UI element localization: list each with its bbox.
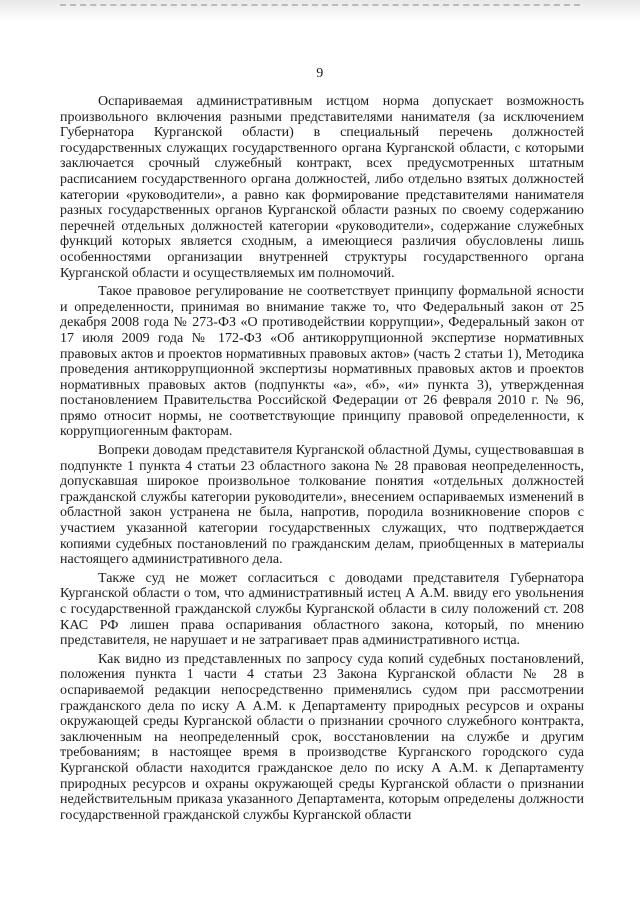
paragraph-2: Такое правовое регулирование не соответствует принципу формальной ясности и определенности, принимая во внимание также то, что Федеральный закон от 25 декабря 2008 года № 273-ФЗ «О противодействии коррупции», Федеральный закон от 17 июля 2009 года № 172-ФЗ «Об антикоррупционной экспертизе нормативных правовых актов и проектов нормативных правовых актов» (часть 2 статьи 1), Методика проведения антикоррупционной экспертизы нормативных правовых актов и проектов нормативных правовых актов (подпункты «а», «б», «и» пункта 3), утвержденная постановлением Правительства Российской Федерации от 26 февраля 2010 г. № 96, прямо относит нормы, не соответствующие принципу правовой определенности, к коррупциогенным факторам.	[60, 284, 584, 440]
paragraph-3: Вопреки доводам представителя Курганской областной Думы, существовавшая в подпункте 1 пункта 4 статьи 23 областного закона № 28 правовая неопределенность, допускавшая широкое произвольное толкование понятия «отдельных должностей гражданской службы категории руководители», внесением оспариваемых изменений в областной закон устранена не была, напротив, породила возникновение споров с участием указанной категории государственных служащих, что подтверждается копиями судебных постановлений по гражданским делам, приобщенных в материалы настоящего административного дела.	[60, 443, 584, 568]
paragraph-1: Оспариваемая административным истцом норма допускает возможность произвольного включения разными представителями нанимателя (за исключением Губернатора Курганской области) в специальный перечень должностей государственных служащих государственного органа Курганской области, с которыми заключается срочный служебный контракт, всех предусмотренных штатным расписанием государственного органа должностей, либо отдельно взятых должностей категории «руководители», а равно как формирование представителями нанимателя разных государственных органов Курганской области разных по своему содержанию перечней отдельных должностей категории «руководители», содержание служебных функций которых является сходным, а имеющиеся различия обусловлены лишь особенностями организации внутренней структуры государственного органа Курганской области и осуществляемых им полномочий.	[60, 94, 584, 281]
document-body	[60, 94, 584, 826]
paragraph-5: Как видно из представленных по запросу суда копий судебных постановлений, положения пункта 1 части 4 статьи 23 Закона Курганской области № 28 в оспариваемой редакции непосредственно применялись судом при рассмотрении гражданского дела по иску А А.М. к Департаменту природных ресурсов и охраны окружающей среды Курганской области о признании срочного служебного контракта, заключенным на неопределенный срок, восстановлении на службе и другим требованиям; в настоящее время в производстве Курганского городского суда Курганской области находится гражданское дело по иску А А.М. к Департаменту природных ресурсов и охраны окружающей среды Курганской области о признании недействительным приказа указанного Департамента, которым определены должности государственной гражданской службы Курганской области	[60, 651, 584, 823]
page-number: 9	[316, 66, 324, 81]
scan-artifact-dashes	[60, 4, 580, 12]
paragraph-4: Также суд не может согласиться с доводами представителя Губернатора Курганской области о том, что административный истец А А.М. ввиду его увольнения с государственной гражданской службы Курганской области в силу положений ст. 208 КАС РФ лишен права оспаривания областного закона, который, по мнению представителя, не нарушает и не затрагивает прав административного истца.	[60, 570, 584, 649]
scan-top-edge	[0, 0, 640, 22]
